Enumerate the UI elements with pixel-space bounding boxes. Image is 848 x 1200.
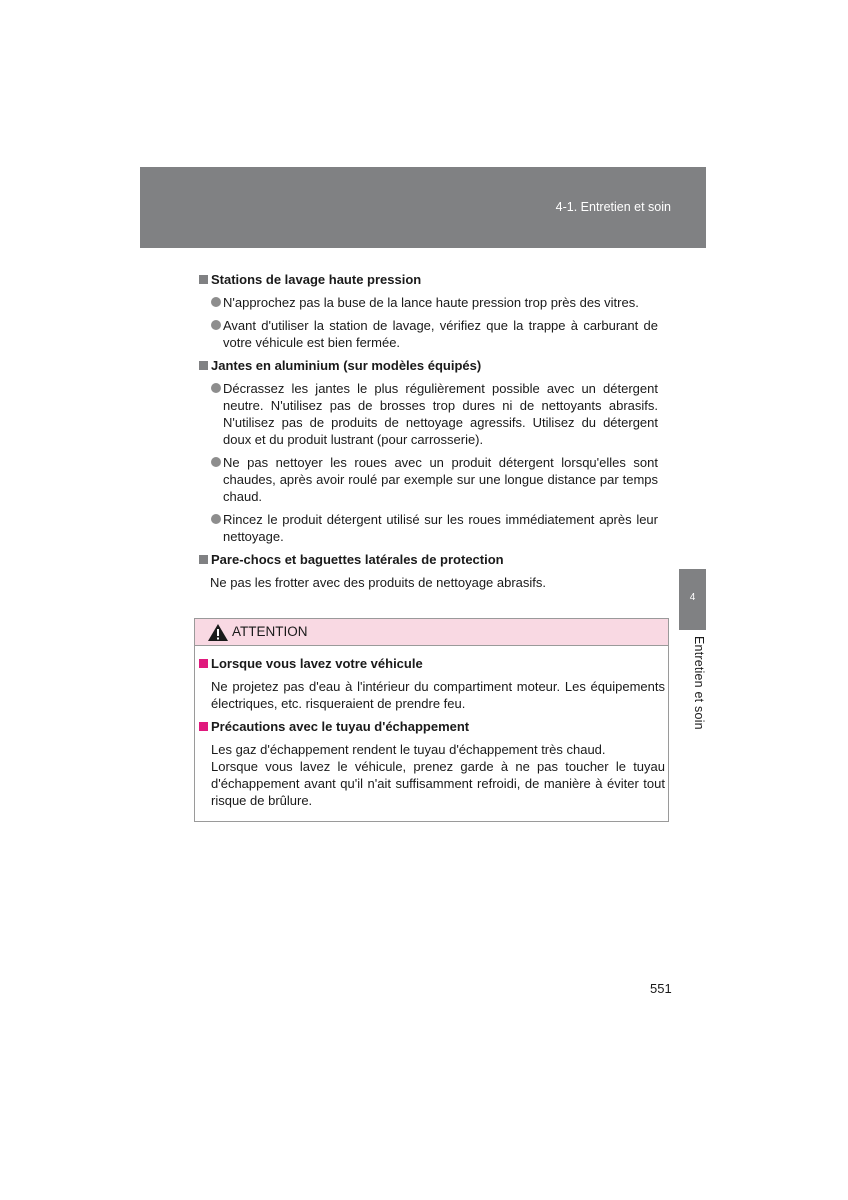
- section-heading: [198, 357, 658, 374]
- warning-item-heading: [199, 718, 665, 735]
- chapter-header-band: [140, 167, 706, 248]
- list-item-text: Rincez le produit détergent utilisé sur les roues immédiatement après leur nettoyage.: [223, 512, 658, 544]
- chapter-tab: [679, 569, 706, 630]
- warning-item-heading-text: Lorsque vous lavez votre véhicule: [211, 656, 423, 671]
- list-item-text: Ne pas nettoyer les roues avec un produit détergent lorsqu'elles sont chaudes, après avoir roulé par exemple sur une longue distance par temps chaud.: [223, 455, 658, 504]
- warning-title: ATTENTION: [232, 624, 308, 639]
- section-heading-text: Pare-chocs et baguettes latérales de protection: [211, 552, 504, 567]
- warning-item-heading-text: Précautions avec le tuyau d'échappement: [211, 719, 470, 734]
- pink-square-bullet-icon: [199, 722, 208, 731]
- square-bullet-icon: [199, 275, 208, 284]
- circle-bullet-icon: [211, 383, 221, 393]
- circle-bullet-icon: [211, 297, 221, 307]
- circle-bullet-icon: [211, 514, 221, 524]
- list-item-text: Décrassez les jantes le plus régulièrement possible avec un détergent neutre. N'utilisez pas de brosses trop dures ni de nettoyants abrasifs. N'utilisez pas de produits de nettoyage agressifs. Utilisez du détergent doux et du produit lustrant (pour carrosserie).: [223, 381, 658, 447]
- list-item: [211, 317, 658, 351]
- square-bullet-icon: [199, 361, 208, 370]
- warning-body: [199, 655, 665, 815]
- section-heading: [198, 271, 658, 288]
- list-item-text: Avant d'utiliser la station de lavage, vérifiez que la trappe à carburant de votre véhicule est bien fermée.: [223, 318, 658, 350]
- warning-paragraph: Ne projetez pas d'eau à l'intérieur du compartiment moteur. Les équipements électriques, etc. risqueraient de prendre feu.: [211, 679, 665, 711]
- chapter-tab-number: 4: [689, 592, 696, 603]
- list-item: [211, 454, 658, 505]
- circle-bullet-icon: [211, 320, 221, 330]
- list-item-text: N'approchez pas la buse de la lance haute pression trop près des vitres.: [223, 295, 639, 310]
- warning-header: [195, 619, 668, 646]
- list-item: [211, 294, 658, 311]
- section-text: Ne pas les frotter avec des produits de nettoyage abrasifs.: [210, 575, 547, 590]
- list-item: [211, 380, 658, 448]
- section-heading-text: Jantes en aluminium (sur modèles équipés): [211, 358, 482, 373]
- section-heading: [198, 551, 658, 568]
- list-item: [211, 511, 658, 545]
- warning-paragraph: Lorsque vous lavez le véhicule, prenez garde à ne pas toucher le tuyau d'échappement avant qu'il n'ait suffisamment refroidi, de manière à éviter tout risque de brûlure.: [211, 759, 665, 808]
- square-bullet-icon: [199, 555, 208, 564]
- warning-item-heading: [199, 655, 665, 672]
- pink-square-bullet-icon: [199, 659, 208, 668]
- warning-triangle-icon: [207, 623, 229, 642]
- circle-bullet-icon: [211, 457, 221, 467]
- main-content: [198, 271, 658, 597]
- chapter-tab-label: Entretien et soin: [692, 636, 706, 730]
- page-number: 551: [650, 981, 672, 996]
- warning-box: [194, 618, 669, 822]
- section-heading-text: Stations de lavage haute pression: [211, 272, 422, 287]
- chapter-section-title: 4-1. Entretien et soin: [555, 200, 671, 214]
- warning-paragraph: Les gaz d'échappement rendent le tuyau d'échappement très chaud.: [211, 742, 606, 757]
